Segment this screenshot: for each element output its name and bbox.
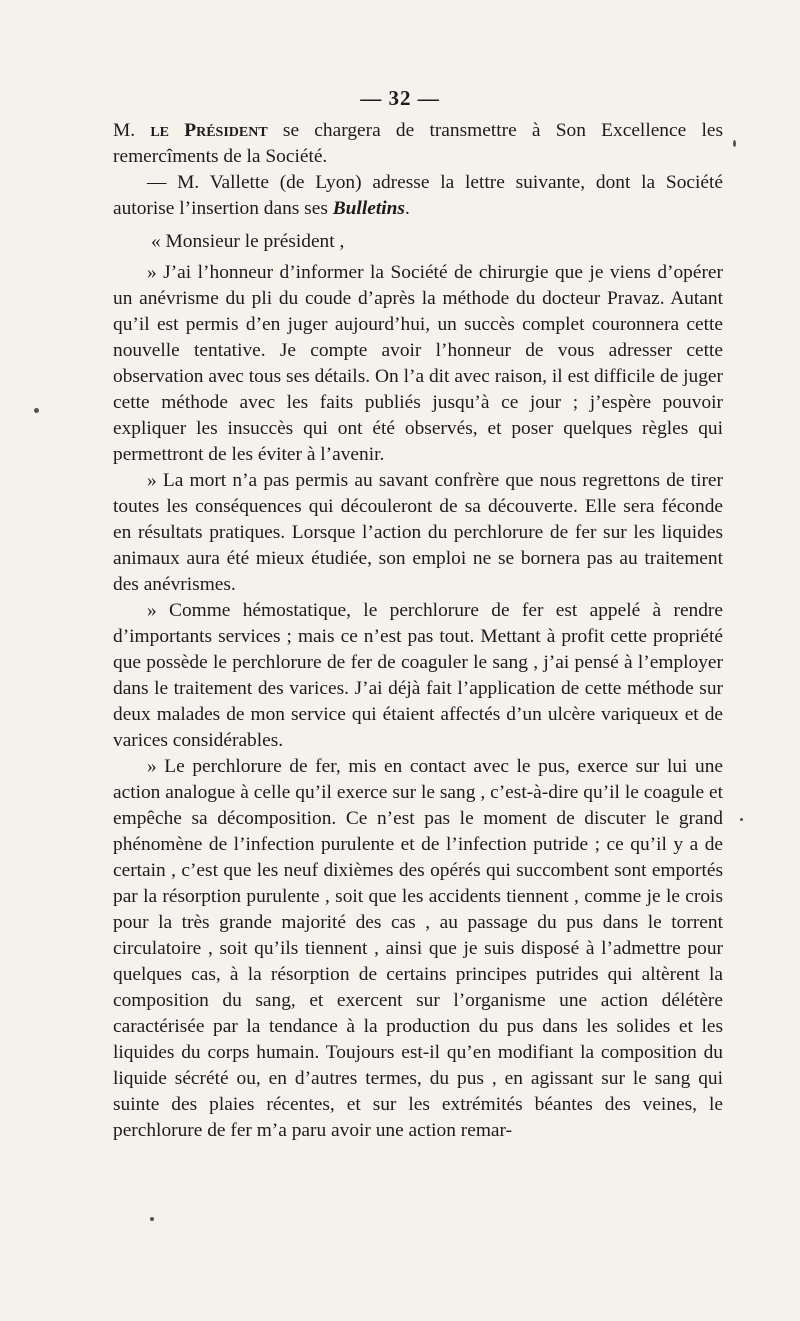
bulletins-title: Bulletins <box>332 198 405 219</box>
page-body <box>113 118 723 1144</box>
print-speck <box>34 408 39 413</box>
president-title: le Président <box>150 120 268 141</box>
letter-paragraph-pus: » Le perchlorure de fer, mis en contact avec le pus, exerce sur lui une action analogue à celle qu’il exerce sur le sang , c’est-à-dire qu’il le coagule et empêche sa décomposition. Ce n’est pas le moment de discuter le grand phénomène de l’infection purulente et de l’infection putride ; ce qu’il y a de certain , c’est que les neuf dixièmes des opérés qui succombent sont emportés par la résorption purulente , soit que les accidents tiennent , comme je le crois pour la très grande majorité des cas , au passage du pus dans le torrent circulatoire , soit qu’ils tiennent , ainsi que je suis disposé à l’admettre pour quelques cas, à la résorption de certains principes putrides qui altèrent la composition du sang, et exercent sur l’organisme une action délétère caractérisée par la tendance à la production du pus dans les solides et les liquides du corps humain. Toujours est-il qu’en modifiant la composition du liquide sécrété ou, en d’autres termes, du pus , en agissant sur le sang qui suinte des plaies récentes, et sur les extrémités béantes des veines, le perchlorure de fer m’a paru avoir une action remar- <box>113 756 723 1141</box>
vallette-period: . <box>404 198 410 219</box>
letter-paragraph-pravaz-death: » La mort n’a pas permis au savant confrère que nous regrettons de tirer toutes les conséquences qui découleront de sa découverte. Elle sera féconde en résultats pratiques. Lorsque l’action du perchlorure de fer sur les liquides animaux aura été mieux étudiée, son emploi ne se bornera pas au traitement des anévrismes. <box>113 470 723 595</box>
print-speck <box>150 1217 154 1221</box>
letter-paragraph-hemostatic: » Comme hémostatique, le perchlorure de fer est appelé à rendre d’importants services ; mais ce n’est pas tout. Mettant à profit cette propriété que possède le perchlorure de fer de coaguler le sang , j’ai pensé à l’employer dans le traitement des varices. J’ai déjà fait l’application de cette méthode sur deux malades de mon service qui étaient affectés d’un ulcère variqueux et de varices considérables. <box>113 600 723 751</box>
president-sentence: se chargera de transmettre à Son Excellence les remercîments de la Société. <box>113 120 723 167</box>
print-speck <box>740 818 743 821</box>
letter-paragraph-aneurysm: » J’ai l’honneur d’informer la Société de chirurgie que je viens d’opérer un anévrisme du pli du coude d’après la méthode du docteur Pravaz. Autant qu’il est permis d’en juger aujourd’hui, un succès complet couronnera cette nouvelle tentative. Je compte avoir l’honneur de vous adresser cette observation avec tous ses détails. On l’a dit avec raison, il est difficile de juger cette méthode avec les faits publiés jusqu’à ce jour ; j’espère pouvoir expliquer les insuccès qui ont été observés, et poser quelques règles qui permettront de les éviter à l’avenir. <box>113 262 723 465</box>
honorific: M. <box>113 120 151 141</box>
paragraph-president <box>113 118 723 170</box>
print-speck <box>733 140 736 147</box>
vallette-sentence: — M. Vallette (de Lyon) adresse la lettre suivante, dont la Société autorise l’insertion dans ses <box>113 172 723 219</box>
paragraph-vallette <box>113 170 723 222</box>
letter-salutation: « Monsieur le président , <box>151 231 345 252</box>
page-number: — 32 — <box>360 86 440 110</box>
